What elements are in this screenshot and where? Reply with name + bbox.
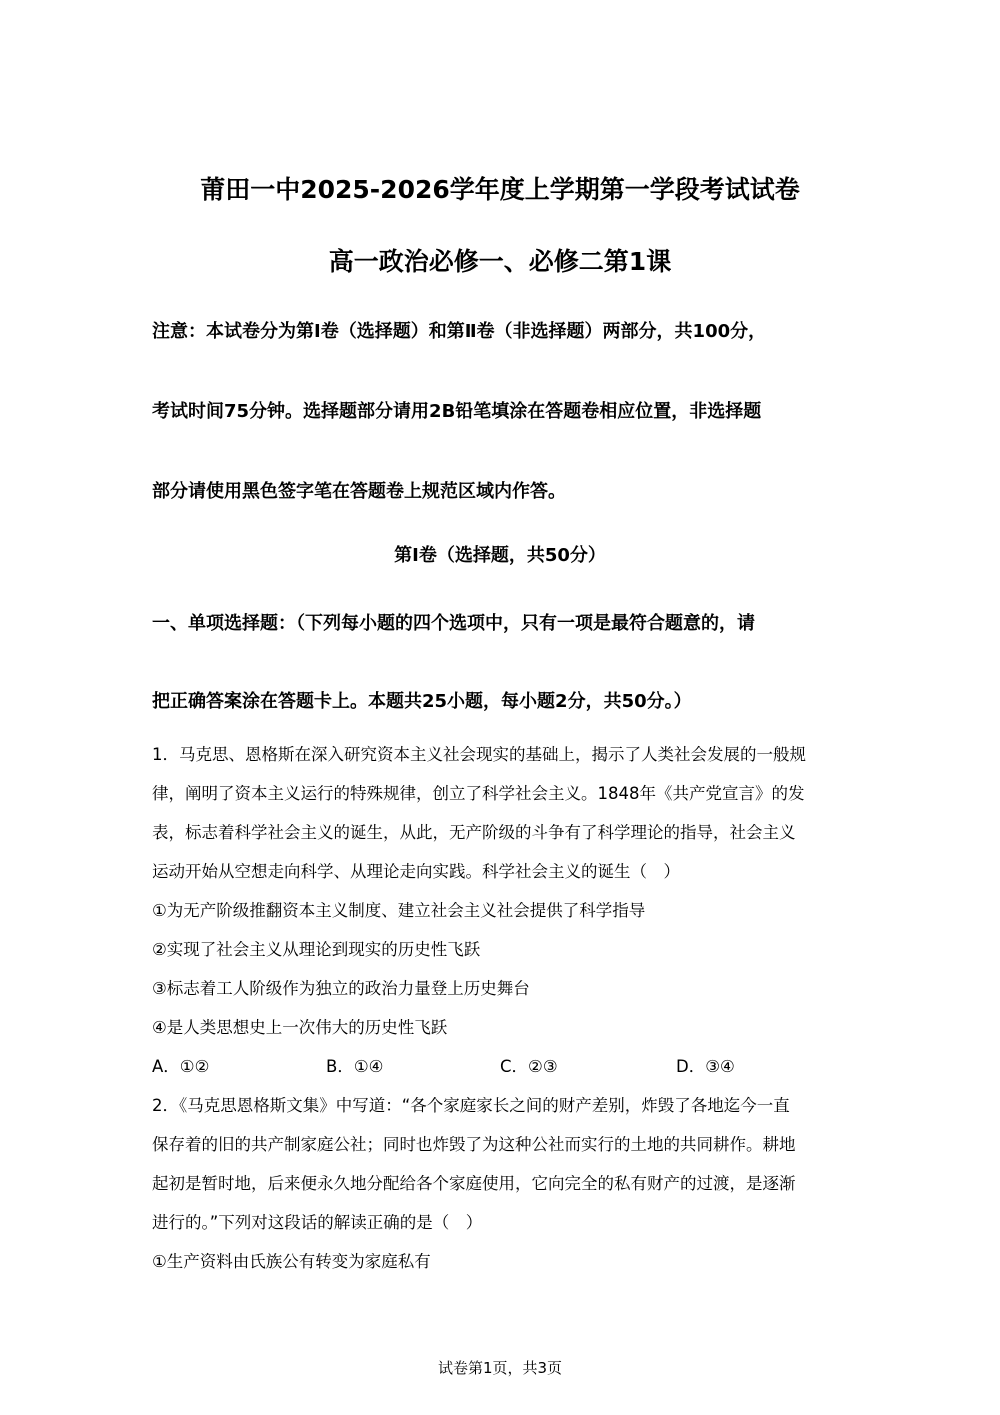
page-number: 试卷第1页，共3页: [437, 1359, 563, 1377]
question-1-item: ④是人类思想史上一次伟大的历史性飞跃: [152, 1018, 448, 1037]
question-1-stem: 运动开始从空想走向科学、从理论走向实践。科学社会主义的诞生（ ）: [152, 862, 680, 881]
exam-subtitle: 高一政治必修一、必修二第1课: [328, 247, 672, 276]
section-instruction: 一、单项选择题：（下列每小题的四个选项中，只有一项是最符合题意的，请: [152, 613, 755, 634]
question-1-item: ②实现了社会主义从理论到现实的历史性飞跃: [152, 940, 481, 959]
question-1-stem: 表，标志着科学社会主义的诞生，从此，无产阶级的斗争有了科学理论的指导，社会主义: [152, 823, 796, 842]
question-1-stem: 1．马克思、恩格斯在深入研究资本主义社会现实的基础上，揭示了人类社会发展的一般规: [152, 745, 806, 764]
notice-line: 注意：本试卷分为第Ⅰ卷（选择题）和第Ⅱ卷（非选择题）两部分，共100分，: [152, 321, 767, 342]
question-2-stem: 2．《马克思恩格斯文集》中写道：“各个家庭家长之间的财产差别，炸毁了各地迄今一直: [152, 1096, 790, 1115]
question-2-item: ①生产资料由氏族公有转变为家庭私有: [152, 1252, 431, 1271]
question-1-item: ③标志着工人阶级作为独立的政治力量登上历史舞台: [152, 979, 530, 998]
question-1-option-c: C．②③: [500, 1057, 558, 1076]
question-2-stem: 保存着的旧的共产制家庭公社；同时也炸毁了为这种公社而实行的土地的共同耕作。耕地: [152, 1135, 796, 1154]
notice-line: 部分请使用黑色签字笔在答题卷上规范区域内作答。: [152, 481, 566, 502]
question-2-stem: 起初是暂时地，后来便永久地分配给各个家庭使用，它向完全的私有财产的过渡，是逐渐: [152, 1174, 796, 1193]
question-1-option-d: D．③④: [676, 1057, 735, 1076]
notice-line: 考试时间75分钟。选择题部分请用2B铅笔填涂在答题卷相应位置，非选择题: [152, 401, 762, 422]
exam-title: 莆田一中2025-2026学年度上学期第一学段考试试卷: [200, 175, 800, 204]
question-1-option-b: B．①④: [326, 1057, 384, 1076]
question-1-stem: 律，阐明了资本主义运行的特殊规律，创立了科学社会主义。1848年《共产党宣言》的发: [152, 784, 805, 803]
part1-heading: 第Ⅰ卷（选择题，共50分）: [394, 545, 606, 566]
question-1-item: ①为无产阶级推翻资本主义制度、建立社会主义社会提供了科学指导: [152, 901, 646, 920]
question-1-option-a: A．①②: [152, 1057, 210, 1076]
section-instruction: 把正确答案涂在答题卡上。本题共25小题，每小题2分，共50分。）: [152, 691, 692, 712]
question-2-stem: 进行的。”下列对这段话的解读正确的是（ ）: [152, 1213, 483, 1232]
